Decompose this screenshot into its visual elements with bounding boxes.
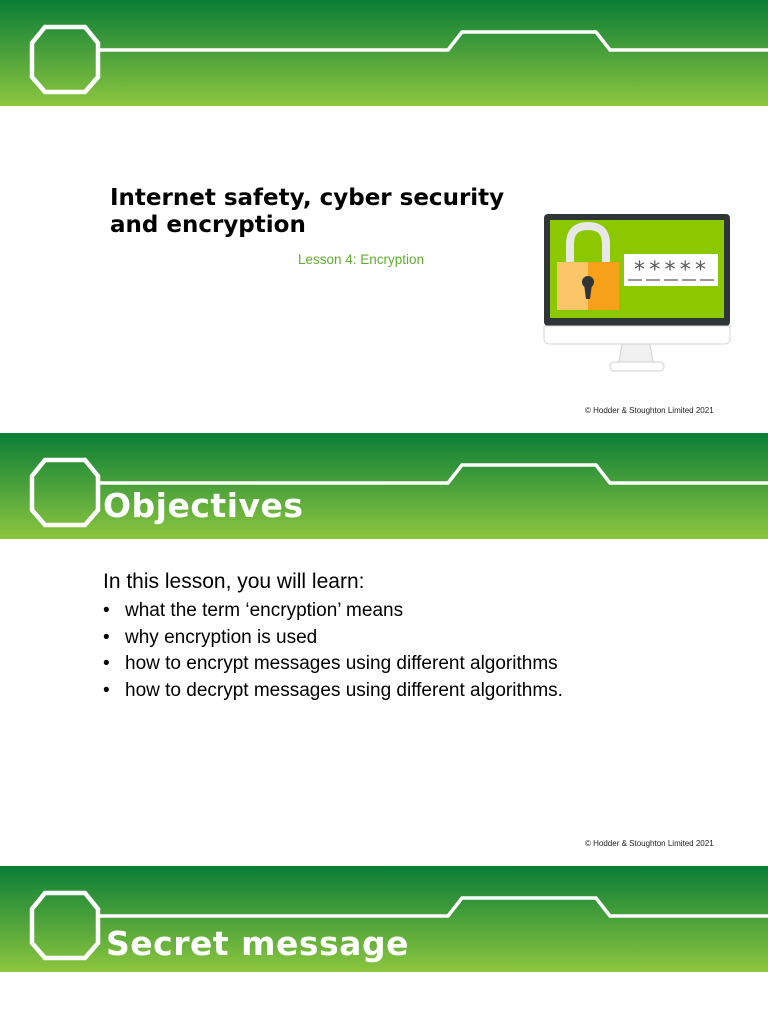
- list-item-text: why encryption is used: [125, 626, 318, 648]
- lesson-subtitle: Lesson 4: Encryption: [298, 252, 425, 267]
- slide-heading: Objectives: [103, 486, 304, 525]
- copyright-notice: © Hodder & Stoughton Limited 2021: [585, 839, 714, 848]
- bullet-icon: •: [103, 626, 110, 648]
- list-item-text: what the term ‘encryption’ means: [125, 600, 404, 621]
- list-item: [103, 598, 563, 625]
- slide-objectives: [0, 433, 768, 863]
- list-item-text: how to encrypt messages using different algorithms: [125, 653, 558, 674]
- objectives-list: [103, 598, 563, 704]
- list-item-text: how to decrypt messages using different algorithms.: [125, 679, 563, 701]
- banner-graphic: [0, 0, 768, 106]
- objectives-intro: In this lesson, you will learn:: [103, 570, 365, 593]
- bullet-icon: •: [103, 653, 110, 674]
- list-item: [103, 625, 563, 652]
- slide-title: [0, 0, 768, 430]
- slide-heading: Secret message: [106, 924, 409, 963]
- monitor-icon: [540, 212, 734, 376]
- slide-banner: [0, 0, 768, 106]
- slide-title-heading: Internet safety, cyber security and encryption: [110, 185, 505, 238]
- password-mask: *****: [632, 258, 710, 283]
- list-item: [103, 651, 563, 678]
- list-item: [103, 678, 563, 705]
- slide-secret-message: [0, 866, 768, 1024]
- copyright-notice: © Hodder & Stoughton Limited 2021: [585, 406, 714, 415]
- bullet-icon: •: [103, 679, 110, 701]
- bullet-icon: •: [103, 600, 110, 621]
